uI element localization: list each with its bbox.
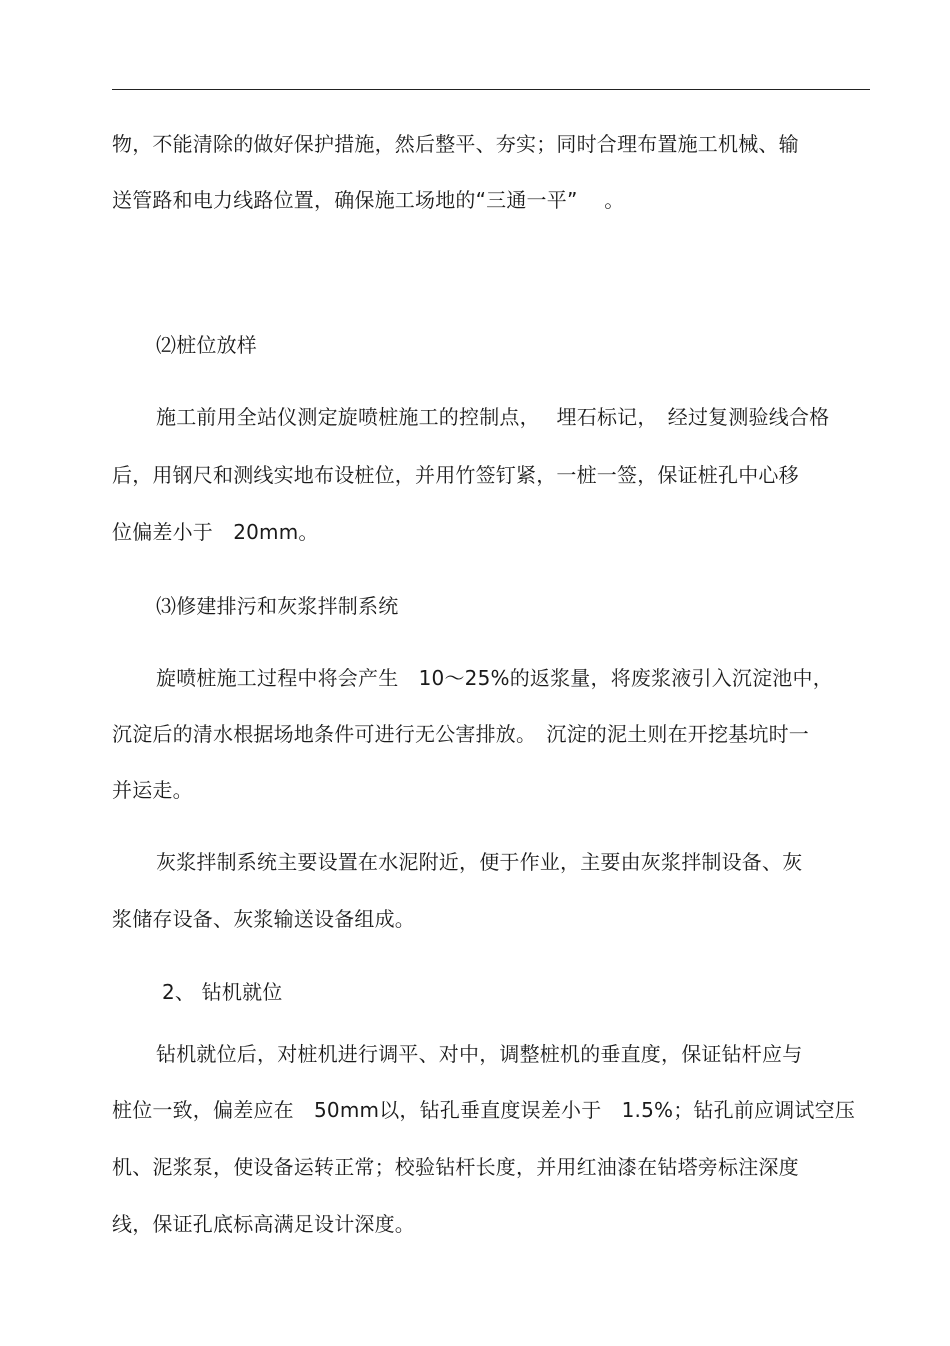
paragraph-line: 浆储存设备、灰浆输送设备组成。 xyxy=(112,907,415,931)
paragraph-line: 后，用钢尺和测线实地布设桩位，并用竹签钉紧，一桩一签，保证桩孔中心移 xyxy=(112,463,799,487)
header-rule xyxy=(112,89,870,90)
paragraph-line: 线，保证孔底标高满足设计深度。 xyxy=(112,1212,415,1236)
paragraph-line: 送管路和电力线路位置，确保施工场地的“三通一平” 。 xyxy=(112,188,625,212)
section-heading: ⑵桩位放样 xyxy=(156,333,257,357)
paragraph-line: 旋喷桩施工过程中将会产生 10～25%的返浆量，将废浆液引入沉淀池中， xyxy=(156,666,833,690)
paragraph-line: 施工前用全站仪测定旋喷桩施工的控制点， 埋石标记， 经过复测验线合格 xyxy=(156,405,830,429)
section-heading: 2、 钻机就位 xyxy=(162,980,283,1004)
paragraph-line: 机、泥浆泵，使设备运转正常；校验钻杆长度，并用红油漆在钻塔旁标注深度 xyxy=(112,1155,799,1179)
section-heading: ⑶修建排污和灰浆拌制系统 xyxy=(156,594,399,618)
paragraph-line: 桩位一致，偏差应在 50mm以，钻孔垂直度误差小于 1.5%；钻孔前应调试空压 xyxy=(112,1098,856,1122)
paragraph-line: 沉淀后的清水根据场地条件可进行无公害排放。 沉淀的泥土则在开挖基坑时一 xyxy=(112,722,809,746)
paragraph-line: 位偏差小于 20mm。 xyxy=(112,520,319,544)
paragraph-line: 灰浆拌制系统主要设置在水泥附近，便于作业，主要由灰浆拌制设备、灰 xyxy=(156,850,803,874)
paragraph-line: 并运走。 xyxy=(112,778,193,802)
paragraph-line: 钻机就位后，对桩机进行调平、对中，调整桩机的垂直度，保证钻杆应与 xyxy=(156,1042,803,1066)
paragraph-line: 物，不能清除的做好保护措施，然后整平、夯实；同时合理布置施工机械、输 xyxy=(112,132,799,156)
